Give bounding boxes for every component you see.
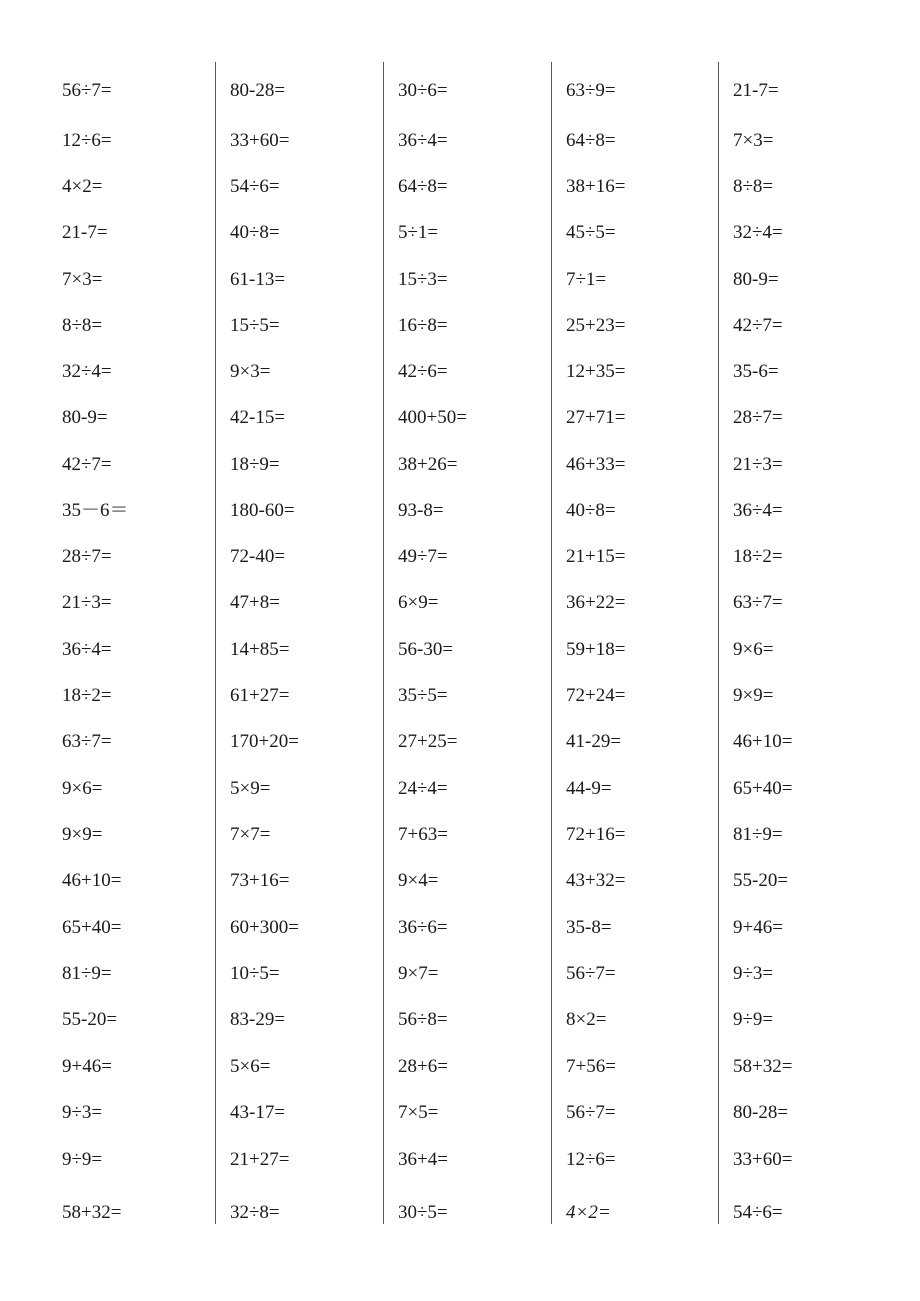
math-problem: 21÷3=	[62, 592, 112, 613]
math-problem: 72+16=	[566, 824, 626, 845]
math-problem: 8÷8=	[62, 315, 103, 336]
math-problem: 7×7=	[230, 824, 271, 845]
math-problem: 63÷7=	[733, 592, 783, 613]
math-problem: 64÷8=	[398, 176, 448, 197]
math-problem: 56÷7=	[566, 963, 616, 984]
math-problem: 55-20=	[733, 870, 789, 891]
math-problem: 18÷9=	[230, 454, 280, 475]
math-problem: 73+16=	[230, 870, 290, 891]
math-problem: 80-9=	[62, 407, 108, 428]
math-problem: 7+63=	[398, 824, 448, 845]
math-problem: 15÷3=	[398, 269, 448, 290]
math-problem: 16÷8=	[398, 315, 448, 336]
math-problem: 32÷4=	[62, 361, 112, 382]
math-problem: 33+60=	[230, 130, 290, 151]
math-problem: 41-29=	[566, 731, 622, 752]
math-problem: 58+32=	[62, 1202, 122, 1223]
math-problem: 25+23=	[566, 315, 626, 336]
math-problem: 59+18=	[566, 639, 626, 660]
math-problem: 63÷7=	[62, 731, 112, 752]
math-problem: 42÷7=	[62, 454, 112, 475]
math-problem: 5×6=	[230, 1056, 271, 1077]
math-problem: 180-60=	[230, 500, 295, 521]
math-problem: 9+46=	[733, 917, 783, 938]
math-problem: 43+32=	[566, 870, 626, 891]
math-problem: 18÷2=	[733, 546, 783, 567]
math-problem: 28÷7=	[62, 546, 112, 567]
math-problem: 12÷6=	[566, 1149, 616, 1170]
math-problem: 4×2=	[566, 1202, 611, 1223]
math-problem: 83-29=	[230, 1009, 286, 1030]
math-problem: 15÷5=	[230, 315, 280, 336]
math-problem: 56÷7=	[62, 80, 112, 101]
math-problem: 81÷9=	[733, 824, 783, 845]
math-problem: 40÷8=	[230, 222, 280, 243]
math-problem: 33+60=	[733, 1149, 793, 1170]
math-problem: 9×6=	[733, 639, 774, 660]
math-problem: 7÷1=	[566, 269, 607, 290]
math-problem: 8×2=	[566, 1009, 607, 1030]
math-problem: 35÷5=	[398, 685, 448, 706]
math-problem: 30÷6=	[398, 80, 448, 101]
math-problem: 72-40=	[230, 546, 286, 567]
math-problem: 9×9=	[62, 824, 103, 845]
math-problem: 9×6=	[62, 778, 103, 799]
math-problem: 61-13=	[230, 269, 286, 290]
math-problem: 80-28=	[230, 80, 286, 101]
problem-column-1	[62, 0, 230, 1301]
math-problem: 65+40=	[733, 778, 793, 799]
math-problem: 9×9=	[733, 685, 774, 706]
math-problem: 46+10=	[62, 870, 122, 891]
math-problem: 8÷8=	[733, 176, 774, 197]
math-problem: 9+46=	[62, 1056, 112, 1077]
problem-column-3	[398, 0, 566, 1301]
math-problem: 56-30=	[398, 639, 454, 660]
math-problem: 5×9=	[230, 778, 271, 799]
math-problem: 54÷6=	[733, 1202, 783, 1223]
math-problem: 42÷7=	[733, 315, 783, 336]
math-problem: 35－6＝	[62, 500, 129, 521]
math-problem: 170+20=	[230, 731, 299, 752]
problem-column-2	[230, 0, 398, 1301]
math-problem: 12+35=	[566, 361, 626, 382]
math-problem: 21+15=	[566, 546, 626, 567]
math-problem: 46+10=	[733, 731, 793, 752]
math-problem: 35-6=	[733, 361, 779, 382]
math-problem: 55-20=	[62, 1009, 118, 1030]
math-problem: 80-28=	[733, 1102, 789, 1123]
math-problem: 27+25=	[398, 731, 458, 752]
math-problem: 9×3=	[230, 361, 271, 382]
math-problem: 7×3=	[62, 269, 103, 290]
math-problem: 36÷4=	[398, 130, 448, 151]
math-problem: 64÷8=	[566, 130, 616, 151]
math-problem: 32÷8=	[230, 1202, 280, 1223]
problem-column-5	[733, 0, 901, 1301]
math-problem: 49÷7=	[398, 546, 448, 567]
math-problem: 36+4=	[398, 1149, 448, 1170]
math-problem: 18÷2=	[62, 685, 112, 706]
math-problem: 47+8=	[230, 592, 280, 613]
math-problem: 6×9=	[398, 592, 439, 613]
math-problem: 30÷5=	[398, 1202, 448, 1223]
math-problem: 54÷6=	[230, 176, 280, 197]
math-problem: 46+33=	[566, 454, 626, 475]
math-problem: 58+32=	[733, 1056, 793, 1077]
math-problem: 72+24=	[566, 685, 626, 706]
math-problem: 56÷7=	[566, 1102, 616, 1123]
math-problem: 45÷5=	[566, 222, 616, 243]
math-problem: 38+16=	[566, 176, 626, 197]
math-problem: 9÷9=	[733, 1009, 774, 1030]
math-problem: 12÷6=	[62, 130, 112, 151]
math-problem: 28÷7=	[733, 407, 783, 428]
math-problem: 4×2=	[62, 176, 103, 197]
problem-column-4	[566, 0, 734, 1301]
math-problem: 93-8=	[398, 500, 444, 521]
math-problem: 28+6=	[398, 1056, 448, 1077]
math-problem: 21-7=	[62, 222, 108, 243]
math-problem: 61+27=	[230, 685, 290, 706]
math-problem: 36÷4=	[62, 639, 112, 660]
math-problem: 14+85=	[230, 639, 290, 660]
math-problem: 9×4=	[398, 870, 439, 891]
math-problem: 400+50=	[398, 407, 467, 428]
math-problem: 27+71=	[566, 407, 626, 428]
math-problem: 36÷4=	[733, 500, 783, 521]
math-problem: 56÷8=	[398, 1009, 448, 1030]
math-problem: 36÷6=	[398, 917, 448, 938]
math-problem: 9÷3=	[733, 963, 774, 984]
math-problem: 21÷3=	[733, 454, 783, 475]
math-problem: 40÷8=	[566, 500, 616, 521]
math-problem: 36+22=	[566, 592, 626, 613]
math-problem: 43-17=	[230, 1102, 286, 1123]
math-problem: 35-8=	[566, 917, 612, 938]
math-problem: 21-7=	[733, 80, 779, 101]
math-problem: 63÷9=	[566, 80, 616, 101]
math-problem: 38+26=	[398, 454, 458, 475]
math-problem: 7×3=	[733, 130, 774, 151]
math-problem: 5÷1=	[398, 222, 439, 243]
math-problem: 42÷6=	[398, 361, 448, 382]
math-problem: 42-15=	[230, 407, 286, 428]
math-problem: 9×7=	[398, 963, 439, 984]
math-problem: 65+40=	[62, 917, 122, 938]
math-problem: 21+27=	[230, 1149, 290, 1170]
math-problem: 24÷4=	[398, 778, 448, 799]
math-problem: 60+300=	[230, 917, 299, 938]
math-problem: 44-9=	[566, 778, 612, 799]
math-problem: 32÷4=	[733, 222, 783, 243]
math-problem: 9÷9=	[62, 1149, 103, 1170]
math-problem: 9÷3=	[62, 1102, 103, 1123]
math-problem: 7×5=	[398, 1102, 439, 1123]
math-problem: 7+56=	[566, 1056, 616, 1077]
math-problem: 10÷5=	[230, 963, 280, 984]
math-problem: 81÷9=	[62, 963, 112, 984]
math-problem: 80-9=	[733, 269, 779, 290]
